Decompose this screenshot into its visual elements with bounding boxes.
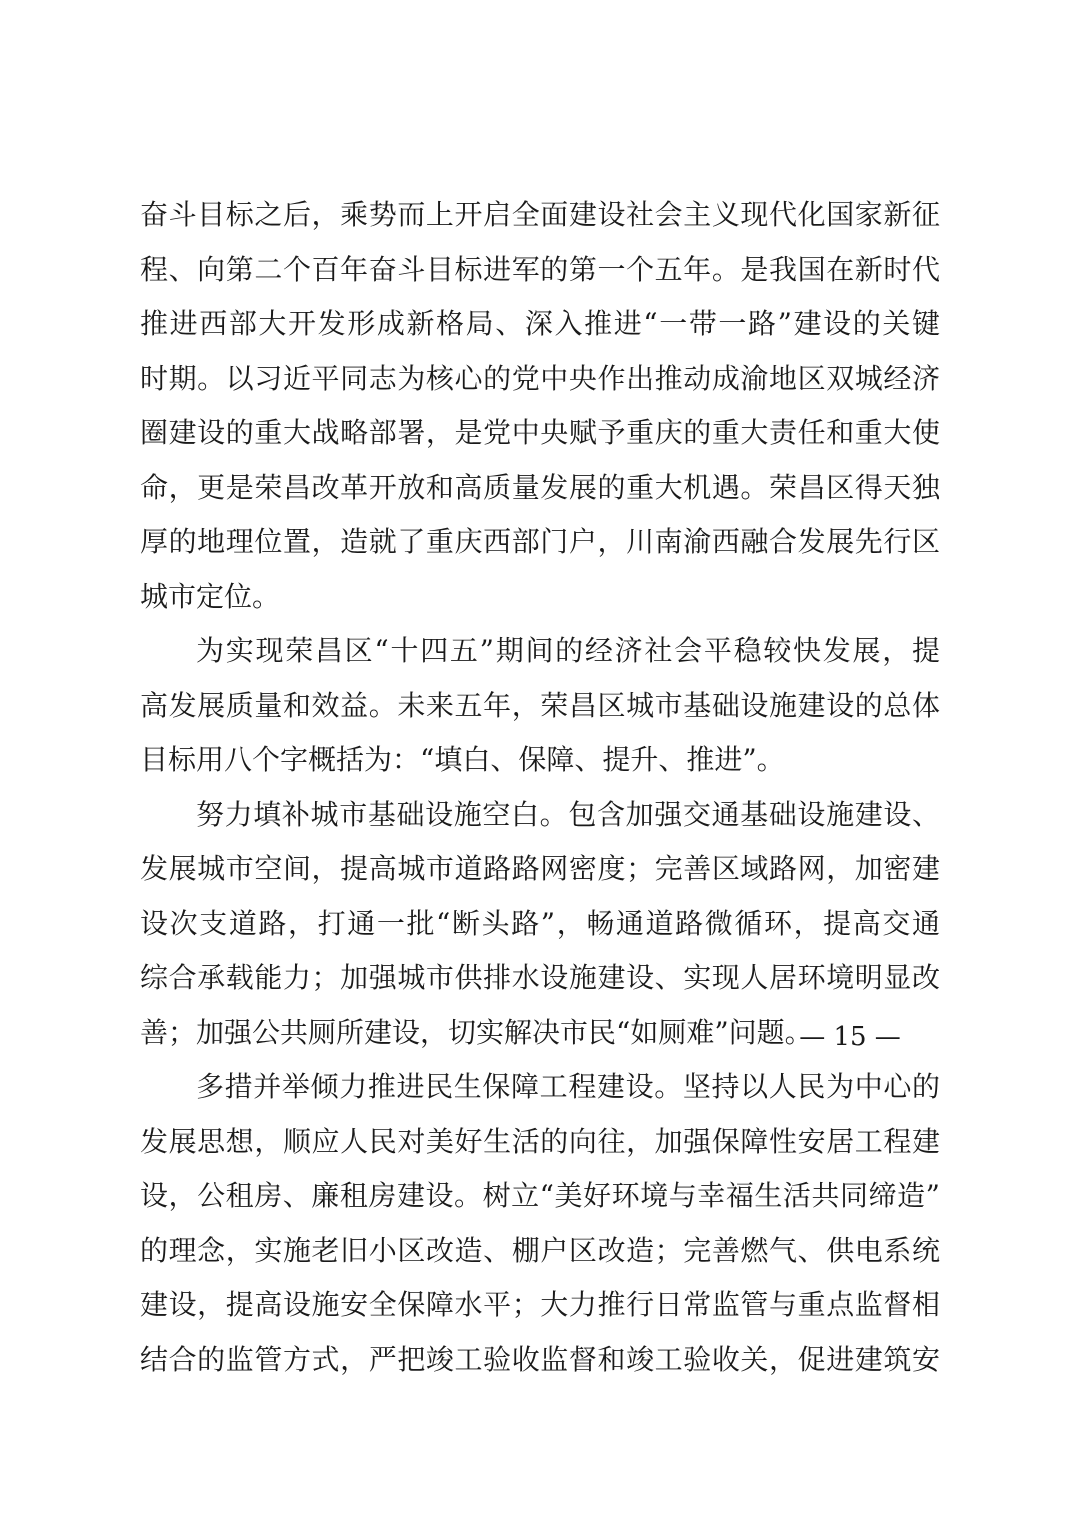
text-line: 圈建设的重大战略部署，是党中央赋予重庆的重大责任和重大使 [140,416,940,449]
text-line: 努力填补城市基础设施空白。包含加强交通基础设施建设、 [196,797,940,831]
text-line: 城市定位。 [140,579,281,613]
text-line: 结合的监管方式，严把竣工验收监督和竣工验收关，促进建筑安 [140,1342,940,1376]
text-line: 为实现荣昌区“十四五”期间的经济社会平稳较快发展，提 [196,634,940,667]
text-line: 综合承载能力；加强城市供排水设施建设、实现人居环境明显改 [140,961,940,994]
text-line: 的理念，实施老旧小区改造、棚户区改造；完善燃气、供电系统 [140,1233,940,1267]
text-line: 多措并举倾力推进民生保障工程建设。坚持以人民为中心的 [196,1070,940,1103]
text-line: 建设，提高设施安全保障水平；大力推行日常监管与重点监督相 [140,1288,940,1321]
paragraph [140,788,940,1061]
text-line: 时期。以习近平同志为核心的党中央作出推动成渝地区双城经济 [140,361,940,395]
page-number: — 15 — [799,1022,901,1052]
text-line: 推进西部大开发形成新格局、深入推进“一带一路”建设的关键 [140,307,940,340]
text-line: 程、向第二个百年奋斗目标进军的第一个五年。是我国在新时代 [140,252,940,286]
text-line: 命，更是荣昌改革开放和高质量发展的重大机遇。荣昌区得天独 [140,470,940,504]
text-line: 设次支道路，打通一批“断头路”，畅通道路微循环，提高交通 [140,906,940,940]
text-line: 高发展质量和效益。未来五年，荣昌区城市基础设施建设的总体 [140,688,940,722]
paragraph [140,1060,940,1387]
paragraph [140,188,940,624]
text-line: 发展城市空间，提高城市道路路网密度；完善区域路网，加密建 [140,852,940,885]
text-line: 目标用八个字概括为：“填白、保障、提升、推进”。 [140,743,785,776]
text-line: 善；加强公共厕所建设，切实解决市民“如厕难”问题。 [140,1015,813,1049]
text-line: 设，公租房、廉租房建设。树立“美好环境与幸福生活共同缔造” [140,1179,940,1212]
text-line: 发展思想，顺应人民对美好生活的向往，加强保障性安居工程建 [140,1124,940,1158]
paragraph [140,624,940,788]
body-text [140,188,940,1387]
text-line: 厚的地理位置，造就了重庆西部门户，川南渝西融合发展先行区 [140,525,940,558]
text-line: 奋斗目标之后，乘势而上开启全面建设社会主义现代化国家新征 [140,198,940,231]
